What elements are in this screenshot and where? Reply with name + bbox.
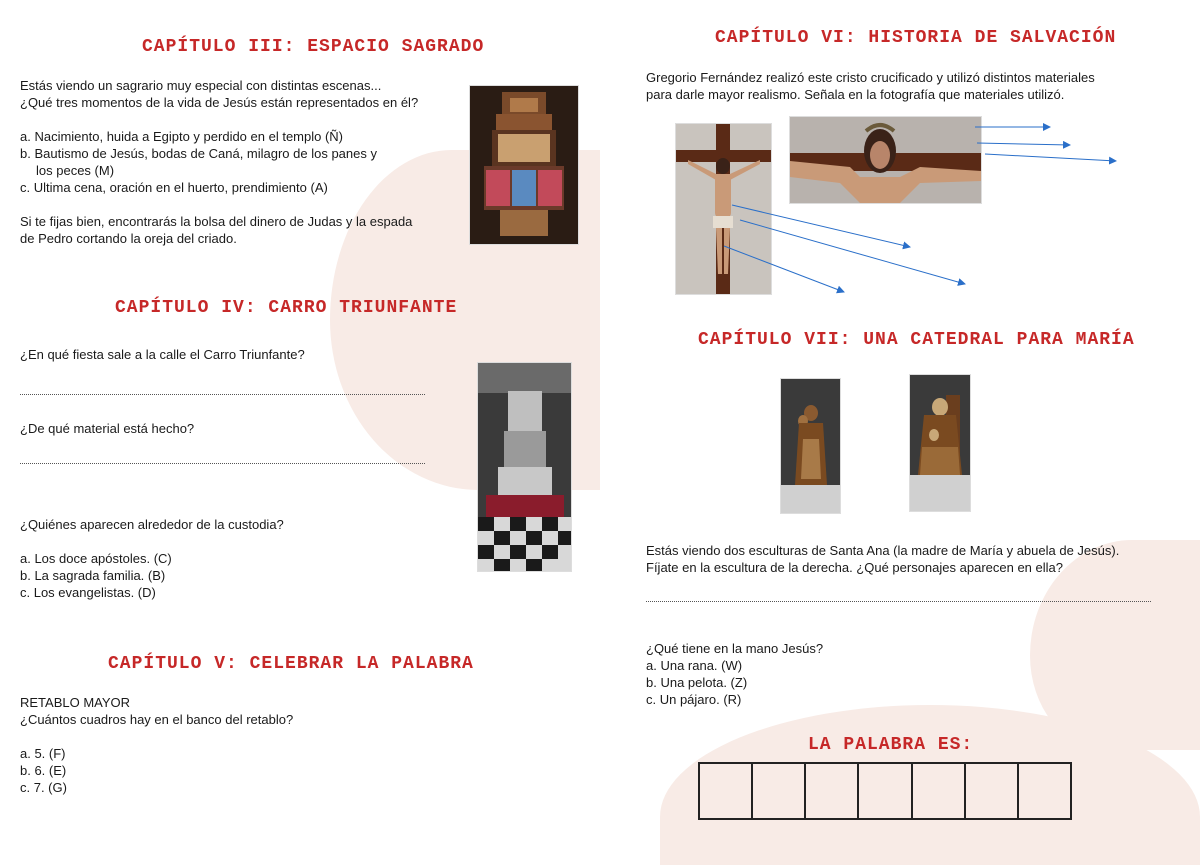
chapter-5-title: CAPÍTULO V: CELEBRAR LA PALABRA bbox=[108, 654, 474, 674]
ch3-option-b-line-2: los peces (M) bbox=[36, 163, 115, 178]
chapter-3-title: CAPÍTULO III: ESPACIO SAGRADO bbox=[142, 37, 485, 57]
ch5-subtitle: RETABLO MAYOR bbox=[20, 695, 131, 710]
ch7-option-a: a. Una rana. (W) bbox=[646, 658, 743, 673]
chapter-6-title: CAPÍTULO VI: HISTORIA DE SALVACIÓN bbox=[715, 28, 1117, 48]
ch5-question: ¿Cuántos cuadros hay en el banco del retablo? bbox=[20, 712, 294, 727]
santa-ana-sculpture-left-photo bbox=[780, 378, 841, 514]
ch7-answer-line[interactable] bbox=[646, 601, 1151, 602]
arrow bbox=[724, 246, 844, 292]
chapter-4-title: CAPÍTULO IV: CARRO TRIUNFANTE bbox=[115, 298, 458, 318]
letter-box[interactable] bbox=[966, 764, 1019, 818]
ch3-intro-line-1: Estás viendo un sagrario muy especial con distintas escenas... bbox=[20, 78, 382, 93]
chapter-7-title: CAPÍTULO VII: UNA CATEDRAL PARA MARÍA bbox=[698, 330, 1135, 350]
ch3-note-line-1: Si te fijas bien, encontrarás la bolsa del dinero de Judas y la espada bbox=[20, 214, 413, 229]
ch3-option-b-line-1: b. Bautismo de Jesús, bodas de Caná, milagro de los panes y bbox=[20, 146, 377, 161]
ch4-question-1: ¿En qué fiesta sale a la calle el Carro Triunfante? bbox=[20, 347, 305, 362]
ch3-intro-line-2: ¿Qué tres momentos de la vida de Jesús están representados en él? bbox=[20, 95, 419, 110]
letter-box[interactable] bbox=[913, 764, 966, 818]
ch6-text-line-1: Gregorio Fernández realizó este cristo crucificado y utilizó distintos materiales bbox=[646, 70, 1095, 85]
ch4-option-a: a. Los doce apóstoles. (C) bbox=[20, 551, 172, 566]
ch7-text-line-1: Estás viendo dos esculturas de Santa Ana (la madre de María y abuela de Jesús). bbox=[646, 543, 1120, 558]
pointer-arrows bbox=[640, 110, 1130, 310]
ch3-option-a: a. Nacimiento, huida a Egipto y perdido en el templo (Ñ) bbox=[20, 129, 344, 144]
ch3-option-c: c. Ultima cena, oración en el huerto, prendimiento (A) bbox=[20, 180, 328, 195]
letter-box[interactable] bbox=[1019, 764, 1070, 818]
arrow bbox=[740, 220, 965, 284]
arrow bbox=[732, 205, 910, 247]
ch6-text-line-2: para darle mayor realismo. Señala en la fotografía que materiales utilizó. bbox=[646, 87, 1065, 102]
letter-box[interactable] bbox=[806, 764, 859, 818]
letter-box[interactable] bbox=[859, 764, 912, 818]
ch7-option-c: c. Un pájaro. (R) bbox=[646, 692, 742, 707]
final-word-boxes bbox=[698, 762, 1072, 820]
ch5-option-c: c. 7. (G) bbox=[20, 780, 67, 795]
ch7-option-b: b. Una pelota. (Z) bbox=[646, 675, 748, 690]
final-word-title: LA PALABRA ES: bbox=[808, 735, 974, 755]
ch7-text-line-2: Fíjate en la escultura de la derecha. ¿Qué personajes aparecen en ella? bbox=[646, 560, 1063, 575]
ch4-answer-line-1[interactable] bbox=[20, 394, 425, 395]
santa-ana-sculpture-right-photo bbox=[909, 374, 971, 512]
letter-box[interactable] bbox=[753, 764, 806, 818]
ch4-answer-line-2[interactable] bbox=[20, 463, 425, 464]
letter-box[interactable] bbox=[700, 764, 753, 818]
ch5-option-b: b. 6. (E) bbox=[20, 763, 67, 778]
sagrario-photo bbox=[469, 85, 579, 245]
carro-triunfante-photo bbox=[477, 362, 572, 572]
ch5-option-a: a. 5. (F) bbox=[20, 746, 66, 761]
ch4-question-3: ¿Quiénes aparecen alrededor de la custodia? bbox=[20, 517, 284, 532]
ch3-note-line-2: de Pedro cortando la oreja del criado. bbox=[20, 231, 237, 246]
arrow bbox=[977, 143, 1070, 145]
ch4-option-c: c. Los evangelistas. (D) bbox=[20, 585, 156, 600]
ch4-option-b: b. La sagrada familia. (B) bbox=[20, 568, 166, 583]
ch4-question-2: ¿De qué material está hecho? bbox=[20, 421, 195, 436]
arrow bbox=[985, 154, 1116, 161]
ch7-question: ¿Qué tiene en la mano Jesús? bbox=[646, 641, 824, 656]
